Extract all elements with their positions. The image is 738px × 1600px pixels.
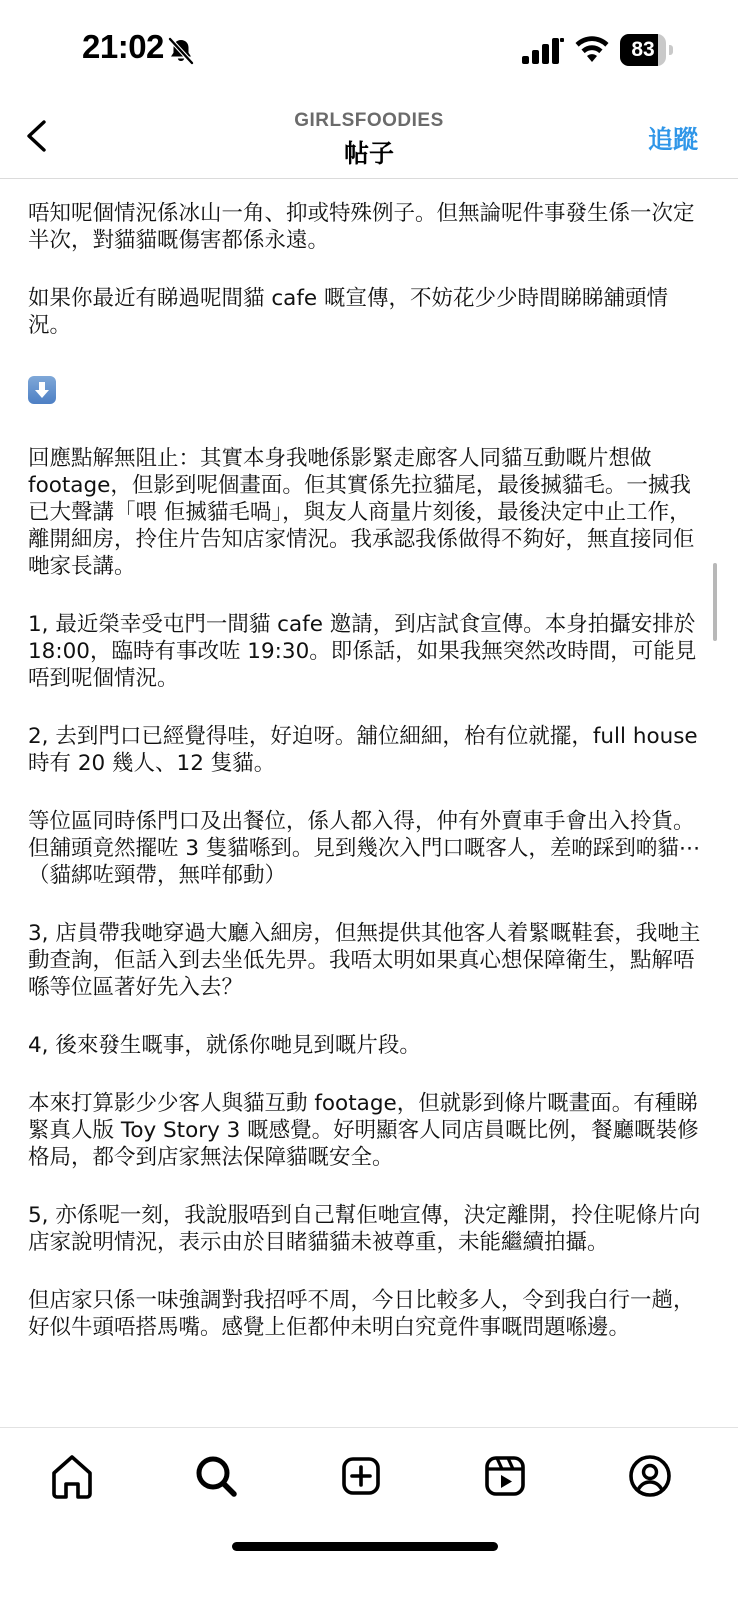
down-arrow-emoji-icon (28, 376, 56, 404)
tab-bar (0, 1427, 738, 1600)
caption-paragraph: 但店家只係一味強調對我招呼不周，今日比較多人，令到我白行一趟，好似牛頭唔搭馬嘴。感覺上佢都仲未明白究竟件事嘅問題喺邊。 (28, 1288, 695, 1340)
search-icon (186, 1446, 246, 1506)
profile-icon (620, 1446, 680, 1506)
battery-indicator (620, 34, 674, 66)
caption-paragraph: 回應點解無阻止：其實本身我哋係影緊走廊客人同貓互動嘅片想做 footage，但影到呢個畫面。佢其實係先拉貓尾，最後搣貓毛。一搣我已大聲講「喂 佢搣貓毛喎」，與友人商量片刻後，最後決定中止工作，離開細房，拎住片告知店家情況。我承認我係做得不夠好，無直接同佢哋家長講。 (28, 446, 695, 579)
tab-reels[interactable] (475, 1446, 535, 1506)
caption-paragraph: 4, 後來發生嘅事，就係你哋見到嘅片段。 (28, 1033, 421, 1058)
caption-paragraph: 如果你最近有睇過呢間貓 cafe 嘅宣傳，不妨花少少時間睇睇舖頭情況。 (28, 286, 668, 338)
create-icon (331, 1446, 391, 1506)
post-caption (28, 200, 704, 1420)
battery-level: 83 (631, 38, 655, 61)
signal-icon (522, 38, 564, 64)
tab-home[interactable] (42, 1446, 102, 1506)
wifi-icon (574, 36, 610, 64)
status-time: 21:02 (82, 28, 164, 65)
caption-emoji-line (28, 370, 704, 421)
caption-paragraph: 2, 去到門口已經覺得哇，好迫呀。舖位細細，枱有位就擺，full house 時有 20 幾人、12 隻貓。 (28, 724, 698, 776)
follow-button[interactable]: 追蹤 (647, 125, 698, 154)
battery-tip (669, 45, 673, 55)
tab-create[interactable] (331, 1446, 391, 1506)
home-indicator[interactable] (232, 1542, 498, 1551)
header-account-name: GIRLSFOODIES (294, 110, 444, 131)
battery-body (620, 34, 666, 66)
tab-search[interactable] (186, 1446, 246, 1506)
bell-off-icon (166, 36, 196, 66)
caption-paragraph: 等位區同時係門口及出餐位，係人都入得，仲有外賣車手會出入拎貨。但舖頭竟然擺咗 3 隻貓喺到。見到幾次入門口嘅客人，差啲踩到啲貓⋯（貓綁咗頸帶，無咩郁動） (28, 809, 701, 888)
page-title: 帖子 (343, 139, 394, 168)
status-bar (0, 0, 738, 100)
scroll-indicator[interactable] (713, 563, 717, 641)
caption-paragraph: 1, 最近榮幸受屯門一間貓 cafe 邀請，到店試食宣傳。本身拍攝安排於 18:00，臨時有事改咗 19:30。即係話，如果我無突然改時間，可能見唔到呢個情況。 (28, 612, 697, 691)
caption-paragraph: 唔知呢個情況係冰山一角、抑或特殊例子。但無論呢件事發生係一次定半次，對貓貓嘅傷害都係永遠。 (28, 201, 695, 253)
reels-icon (475, 1446, 535, 1506)
caption-paragraph: 本來打算影少少客人與貓互動 footage，但就影到條片嘅畫面。有種睇緊真人版 Toy Story 3 嘅感覺。好明顯客人同店員嘅比例，餐廳嘅裝修格局，都令到店家無法保障貓嘅安全。 (28, 1091, 699, 1170)
caption-paragraph: 5, 亦係呢一刻，我說服唔到自己幫佢哋宣傳，決定離開，拎住呢條片向店家說明情況，表示由於目睹貓貓未被尊重，未能繼續拍攝。 (28, 1203, 701, 1255)
tab-profile[interactable] (620, 1446, 680, 1506)
home-icon (42, 1446, 102, 1506)
nav-header (0, 100, 738, 179)
caption-paragraph: 3, 店員帶我哋穿過大廳入細房，但無提供其他客人着緊嘅鞋套，我哋主動查詢，佢話入到去坐低先畀。我唔太明如果真心想保障衛生，點解唔喺等位區著好先入去？ (28, 921, 701, 1000)
